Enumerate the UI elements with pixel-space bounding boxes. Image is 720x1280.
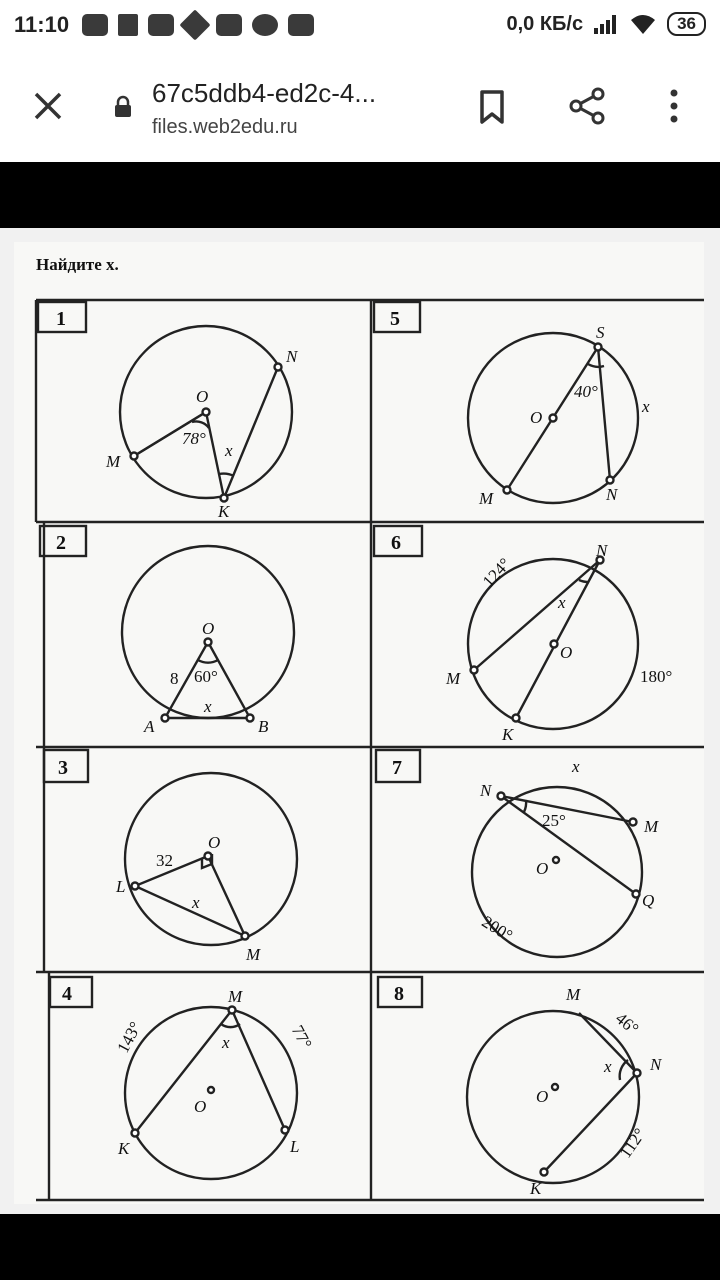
battery-indicator: 36 — [667, 12, 706, 36]
p6-label-k: K — [502, 725, 514, 744]
p6-label-o: O — [560, 643, 573, 662]
document-viewer[interactable] — [0, 228, 720, 1214]
p1-label-m: M — [106, 452, 121, 471]
viewer-top-band — [0, 162, 720, 228]
p7-label-angle: 25° — [542, 811, 566, 830]
p8-label-o: O — [536, 1087, 549, 1106]
play-store-icon — [118, 14, 138, 36]
p6-label-arc2: 180° — [640, 667, 673, 686]
signal-icon — [593, 14, 619, 34]
problem-5-number: 5 — [390, 308, 400, 330]
p2-label-o: O — [202, 619, 215, 638]
p3-label-x: x — [192, 893, 200, 912]
bookmark-icon[interactable] — [470, 84, 514, 128]
p2-label-b: B — [258, 717, 269, 736]
close-icon[interactable] — [28, 86, 68, 126]
worksheet-drawing — [14, 242, 704, 1204]
youtube-icon — [82, 14, 108, 36]
p1-label-k: K — [218, 502, 230, 521]
share-icon[interactable] — [566, 84, 610, 128]
p5-label-m: M — [479, 489, 494, 508]
worksheet-heading: Найдите x. — [36, 255, 119, 274]
p3-label-side: 32 — [156, 851, 173, 870]
status-right — [506, 12, 706, 36]
status-bar — [0, 0, 720, 50]
p4-label-m: M — [228, 987, 243, 1006]
p8-label-x: x — [604, 1057, 612, 1076]
p5-label-n: N — [606, 485, 618, 504]
p4-label-arc1: 143° — [113, 1018, 146, 1056]
p6-label-x: x — [558, 593, 566, 612]
p1-label-n: N — [286, 347, 298, 366]
p2-label-angle: 60° — [194, 667, 218, 686]
p8-label-k: K — [530, 1179, 542, 1198]
p8-label-n: N — [650, 1055, 662, 1074]
problem-1-figure — [105, 326, 299, 521]
p4-label-o: O — [194, 1097, 207, 1116]
wifi-icon — [629, 13, 657, 35]
youtube-icon — [288, 14, 314, 36]
browser-toolbar — [0, 50, 720, 162]
notification-icons — [82, 14, 314, 36]
problem-6-figure — [445, 541, 672, 744]
problem-5-figure — [468, 323, 650, 508]
p7-label-m: M — [644, 817, 659, 836]
lock-icon — [114, 95, 132, 117]
problem-8-figure — [467, 985, 663, 1198]
problem-3-figure — [115, 773, 297, 964]
problem-2-number: 2 — [56, 532, 66, 554]
p2-label-side: 8 — [170, 669, 179, 688]
p8-label-arc2: 112° — [615, 1124, 650, 1162]
problem-2-figure — [122, 546, 294, 736]
p6-label-n: N — [596, 541, 608, 560]
p7-label-q: Q — [642, 891, 655, 910]
problem-8-number: 8 — [394, 983, 404, 1005]
p7-label-n: N — [480, 781, 492, 800]
problem-4-number: 4 — [62, 983, 72, 1005]
p4-label-k: K — [118, 1139, 130, 1158]
page-title[interactable]: 67c5ddb4-ed2c-4... — [152, 78, 377, 108]
p5-label-angle: 40° — [574, 382, 598, 401]
p7-label-x: x — [572, 757, 580, 776]
p1-label-x: x — [225, 441, 233, 460]
problem-1-number: 1 — [56, 308, 66, 330]
p3-label-l: L — [116, 877, 126, 896]
p8-label-arc1: 46° — [611, 1008, 643, 1039]
tiktok-icon — [179, 9, 210, 40]
p1-label-angle: 78° — [182, 429, 206, 448]
problem-3-number: 3 — [58, 757, 68, 779]
p4-label-x: x — [222, 1033, 230, 1052]
p6-label-arc1: 124° — [478, 554, 515, 591]
p5-label-s: S — [596, 323, 605, 342]
p6-label-m: M — [446, 669, 461, 688]
p1-label-o: O — [196, 387, 209, 406]
p5-label-x: x — [642, 397, 650, 416]
problem-7-number: 7 — [392, 757, 402, 779]
p3-label-m: M — [246, 945, 261, 964]
problem-7-figure — [472, 757, 659, 957]
p8-label-m: M — [566, 985, 581, 1004]
p2-label-a: A — [144, 717, 155, 736]
p4-label-l: L — [290, 1137, 300, 1156]
worksheet-page — [14, 242, 704, 1204]
p7-label-arc: 200° — [478, 912, 516, 946]
page-host[interactable]: files.web2edu.ru — [152, 116, 298, 138]
camera-icon — [252, 14, 278, 36]
more-menu-icon[interactable] — [652, 84, 696, 128]
gamepad-icon — [148, 14, 174, 36]
problem-6-number: 6 — [391, 532, 401, 554]
p4-label-arc2: 77° — [287, 1022, 316, 1053]
p5-label-o: O — [530, 408, 543, 427]
problem-4-figure — [113, 987, 315, 1179]
p2-label-x: x — [204, 697, 212, 716]
youtube-icon — [216, 14, 242, 36]
viewer-bottom-band — [0, 1214, 720, 1280]
p7-label-o: O — [536, 859, 549, 878]
status-time: 11:10 — [14, 12, 70, 37]
p3-label-o: O — [208, 833, 221, 852]
network-speed: 0,0 КБ/с — [506, 12, 584, 35]
